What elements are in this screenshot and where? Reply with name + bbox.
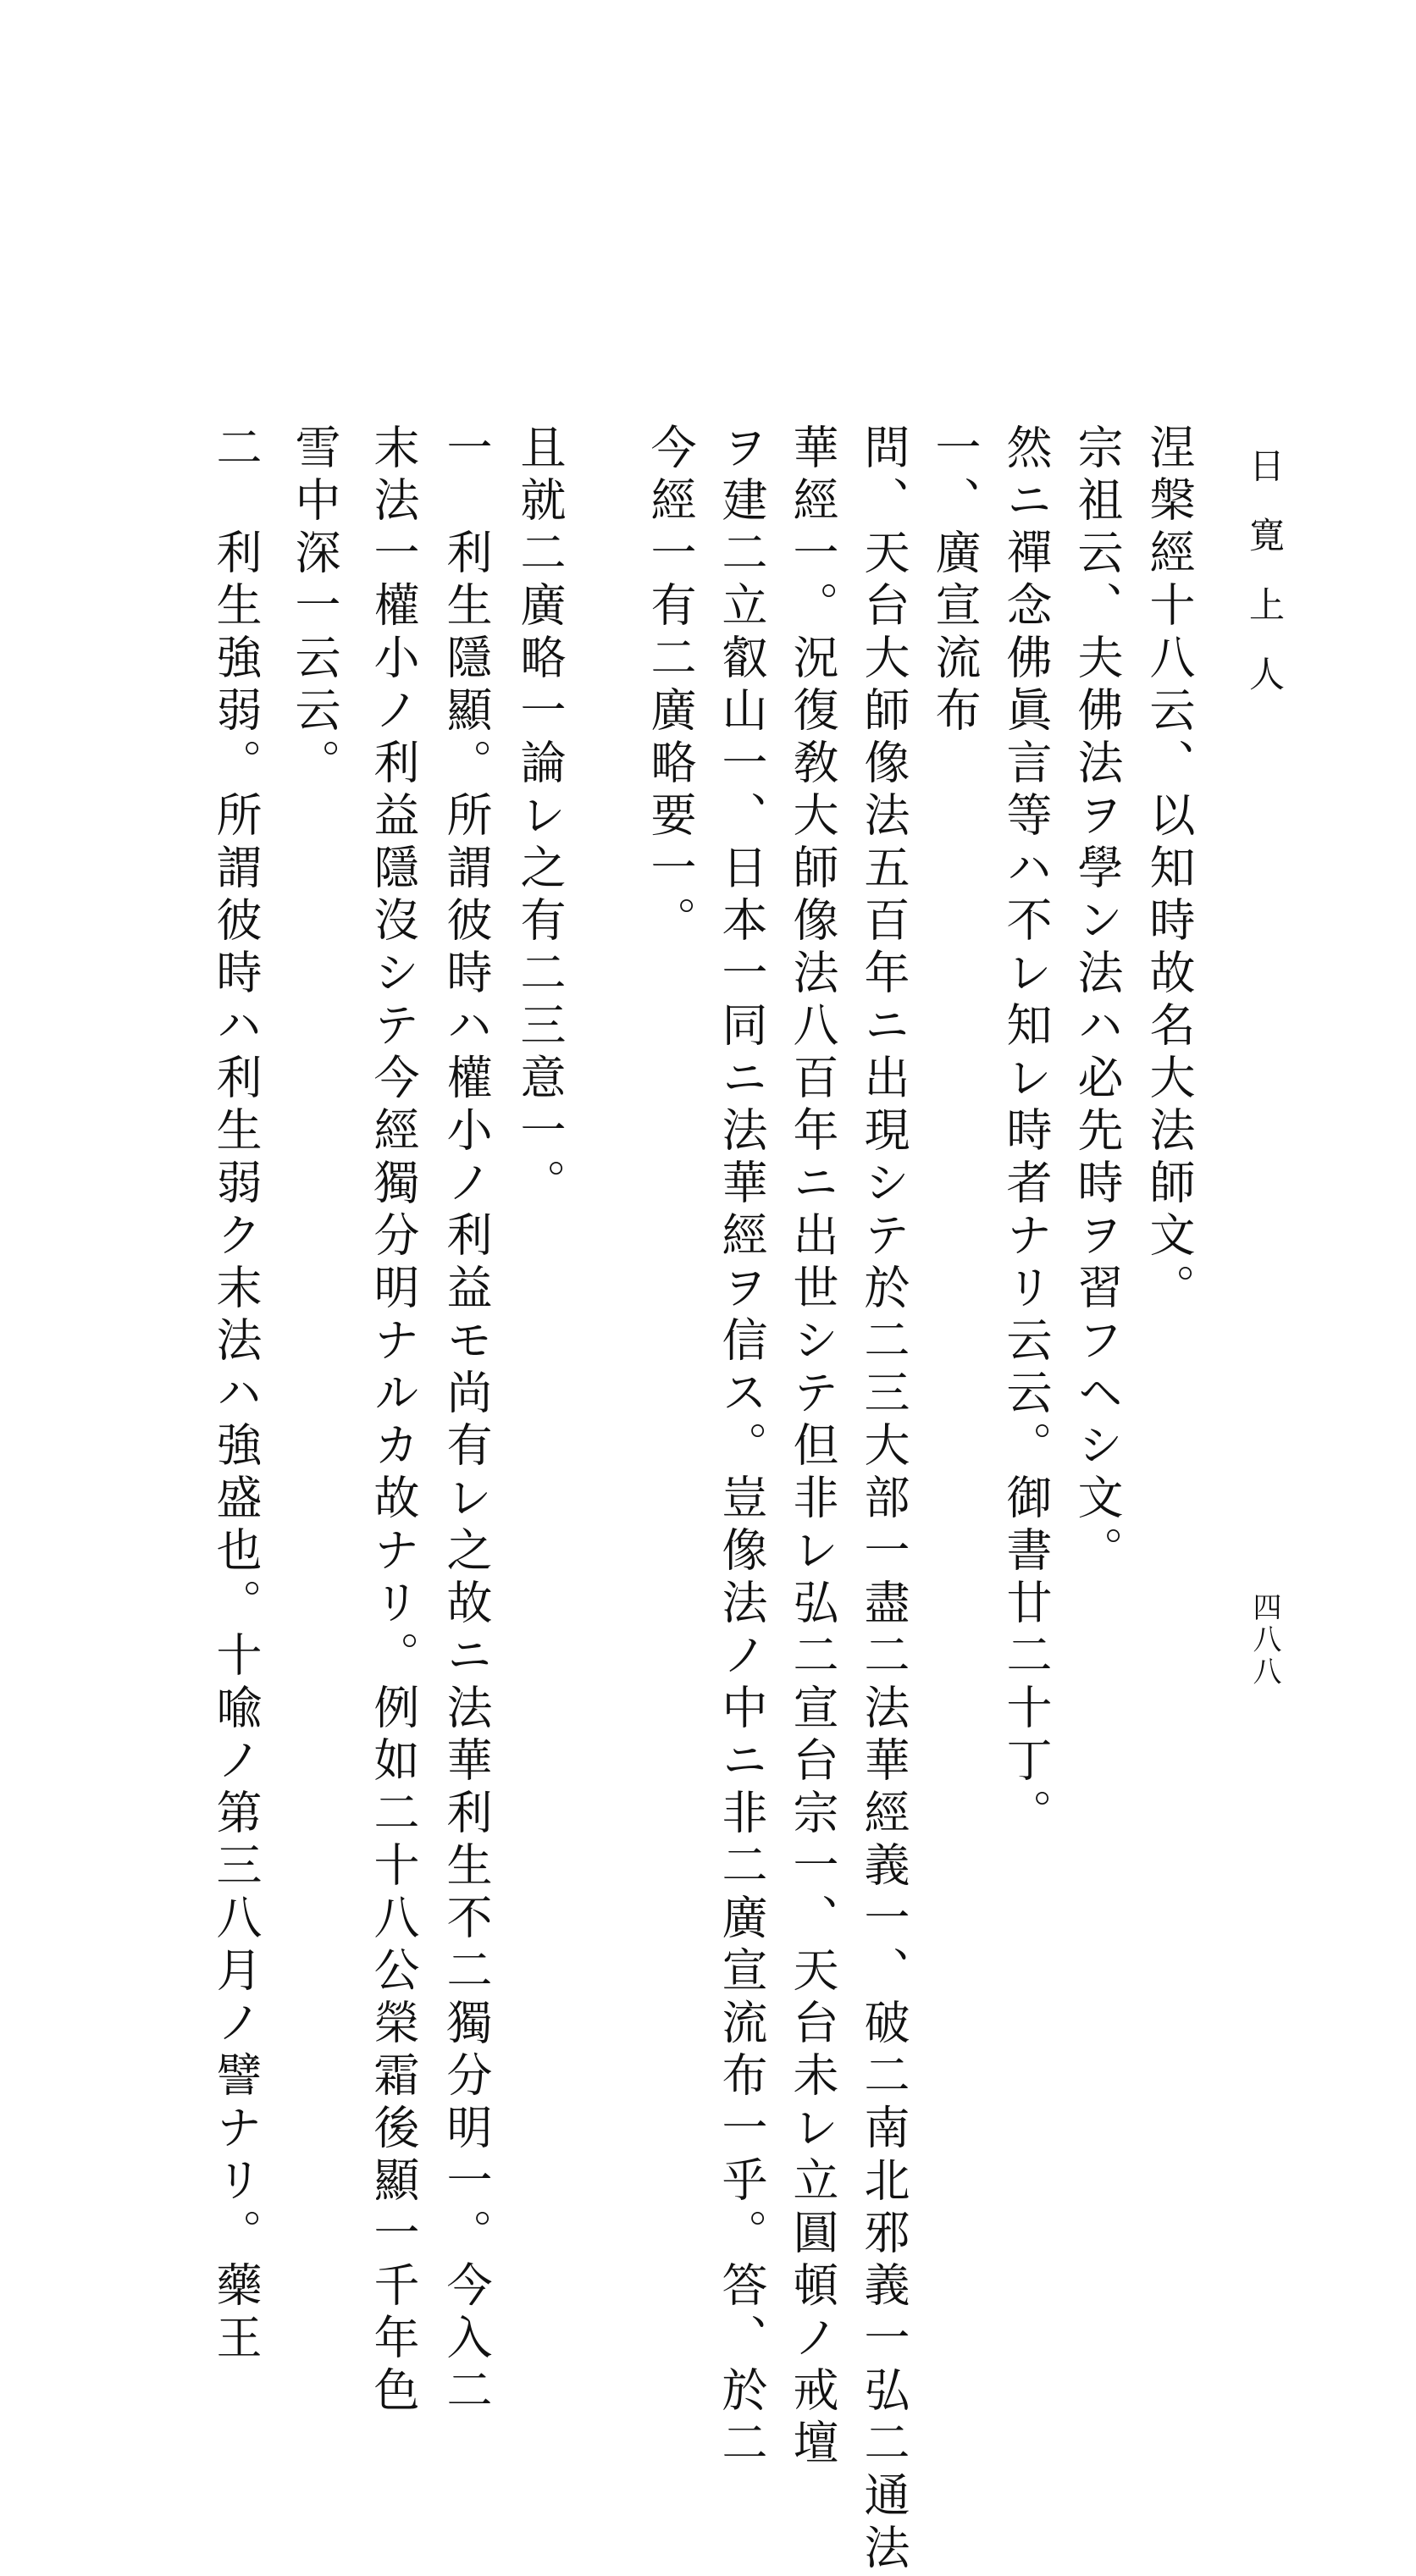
section-heading: 一、廣宣流布: [928, 423, 982, 738]
text-line-12: 雪中深一云云。: [288, 423, 341, 791]
text-line-7: ヲ建二立叡山一、日本一同ニ法華經ヲ信ス。豈像法ノ中ニ非二廣宣流布一乎。答、於二: [715, 423, 768, 2471]
text-line-3: 然ニ禪念佛眞言等ハ不レ知レ時者ナリ云云。御書廿二十丁。: [999, 423, 1053, 1841]
text-line-5: 問、天台大師像法五百年ニ出現シテ於二三大部一盡二法華經義一、破二南北邪義一弘二通法: [857, 423, 910, 2576]
running-title: 日寛上人: [1244, 447, 1286, 725]
text-line-1: 涅槃經十八云、以知時故名大法師文。: [1142, 423, 1196, 1316]
text-line-2: 宗祖云、夫佛法ヲ學ン法ハ必先時ヲ習フヘシ文。: [1070, 423, 1124, 1578]
text-line-8: 今經一有二廣略要一。: [644, 423, 697, 948]
text-line-13: 二 利生強弱。所謂彼時ハ利生弱ク末法ハ強盛也。十喩ノ第三八月ノ譬ナリ。藥王: [209, 423, 263, 2366]
text-line-10: 一 利生隱顯。所謂彼時ハ權小ノ利益モ尚有レ之故ニ法華利生不二獨分明一。今入二: [440, 423, 493, 2418]
text-line-6: 華經一。況復敎大師像法八百年ニ出世シテ但非レ弘二宣台宗一、天台未レ立圓頓ノ戒壇: [786, 423, 839, 2471]
text-line-11: 末法一權小ノ利益隱沒シテ今經獨分明ナルカ故ナリ。例如二十八公榮霜後顯一千年色: [367, 423, 420, 2418]
page-number: 四八八: [1247, 1592, 1281, 1689]
text-line-9: 且就二廣略一論レ之有二三意一。: [513, 423, 567, 1211]
